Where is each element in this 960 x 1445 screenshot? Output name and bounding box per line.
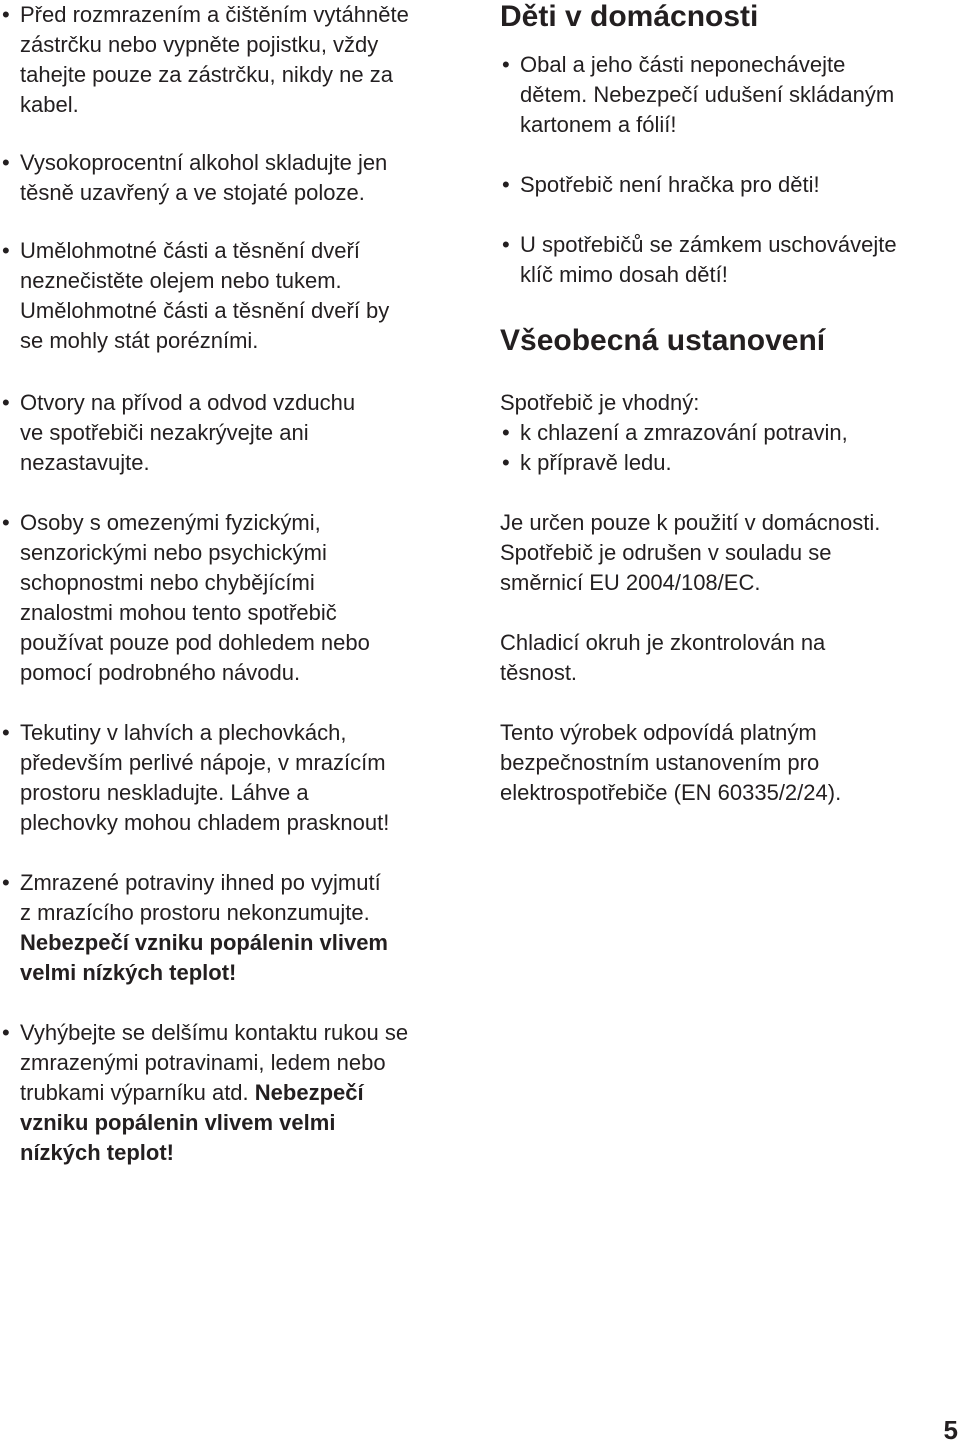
children-item-packaging: • Obal a jeho části neponechávejte dětem. Nebezpečí udušení skládaným kartonem a fólií!	[500, 50, 894, 140]
safety-item-plastic-parts: • Umělohmotné části a těsnění dveří neznečistěte olejem nebo tukem. Umělohmotné části a těsnění dveří by se mohly stát porézními.	[0, 236, 389, 356]
cooling-circuit-paragraph: Chladicí okruh je zkontrolován na těsnost.	[500, 630, 826, 685]
safety-item-air-vents: • Otvory na přívod a odvod vzduchu ve spotřebiči nezakrývejte ani nezastavujte.	[0, 388, 355, 478]
household-use-paragraph: Je určen pouze k použití v domácnosti. Spotřebič je odrušen v souladu se směrnicí EU 2004/108/EC.	[500, 510, 881, 595]
safety-standards-paragraph: Tento výrobek odpovídá platným bezpečnostním ustanovením pro elektrospotřebiče (EN 60335/2/24).	[500, 720, 842, 805]
children-item-not-toy: • Spotřebič není hračka pro děti!	[500, 170, 820, 200]
suitable-item-ice: • k přípravě ledu.	[500, 448, 672, 478]
page-number: 5	[943, 1415, 958, 1445]
safety-item-limited-abilities: • Osoby s omezenými fyzickými, senzorickými nebo psychickými schopnostmi nebo chybějícími znalostmi mohou tento spotřebič používat pouze pod dohledem nebo pomocí podrobného návodu.	[0, 508, 370, 688]
suitable-intro: Spotřebič je vhodný:	[500, 390, 700, 415]
general-heading: Všeobecná ustanovení	[500, 324, 826, 357]
suitable-item-cooling: • k chlazení a zmrazování potravin,	[500, 418, 848, 448]
safety-item-unplug: • Před rozmrazením a čištěním vytáhněte zástrčku nebo vypněte pojistku, vždy tahejte pouze za zástrčku, nikdy ne za kabel.	[0, 0, 409, 120]
children-heading: Děti v domácnosti	[500, 0, 759, 33]
safety-item-frozen-food: • Zmrazené potraviny ihned po vyjmutí z mrazícího prostoru nekonzumujte. Nebezpečí vzniku popálenin vlivem velmi nízkých teplot!	[0, 868, 388, 988]
safety-item-avoid-contact: • Vyhýbejte se delšímu kontaktu rukou se zmrazenými potravinami, ledem nebo trubkami výparníku atd. Nebezpečí vzniku popálenin vlivem velmi nízkých teplot!	[0, 1018, 408, 1168]
safety-item-alcohol: • Vysokoprocentní alkohol skladujte jen těsně uzavřený a ve stojaté poloze.	[0, 148, 387, 208]
safety-item-bottles: • Tekutiny v lahvích a plechovkách, především perlivé nápoje, v mrazícím prostoru neskladujte. Láhve a plechovky mohou chladem prasknout!	[0, 718, 389, 838]
children-item-lock-key: • U spotřebičů se zámkem uschovávejte klíč mimo dosah dětí!	[500, 230, 897, 290]
